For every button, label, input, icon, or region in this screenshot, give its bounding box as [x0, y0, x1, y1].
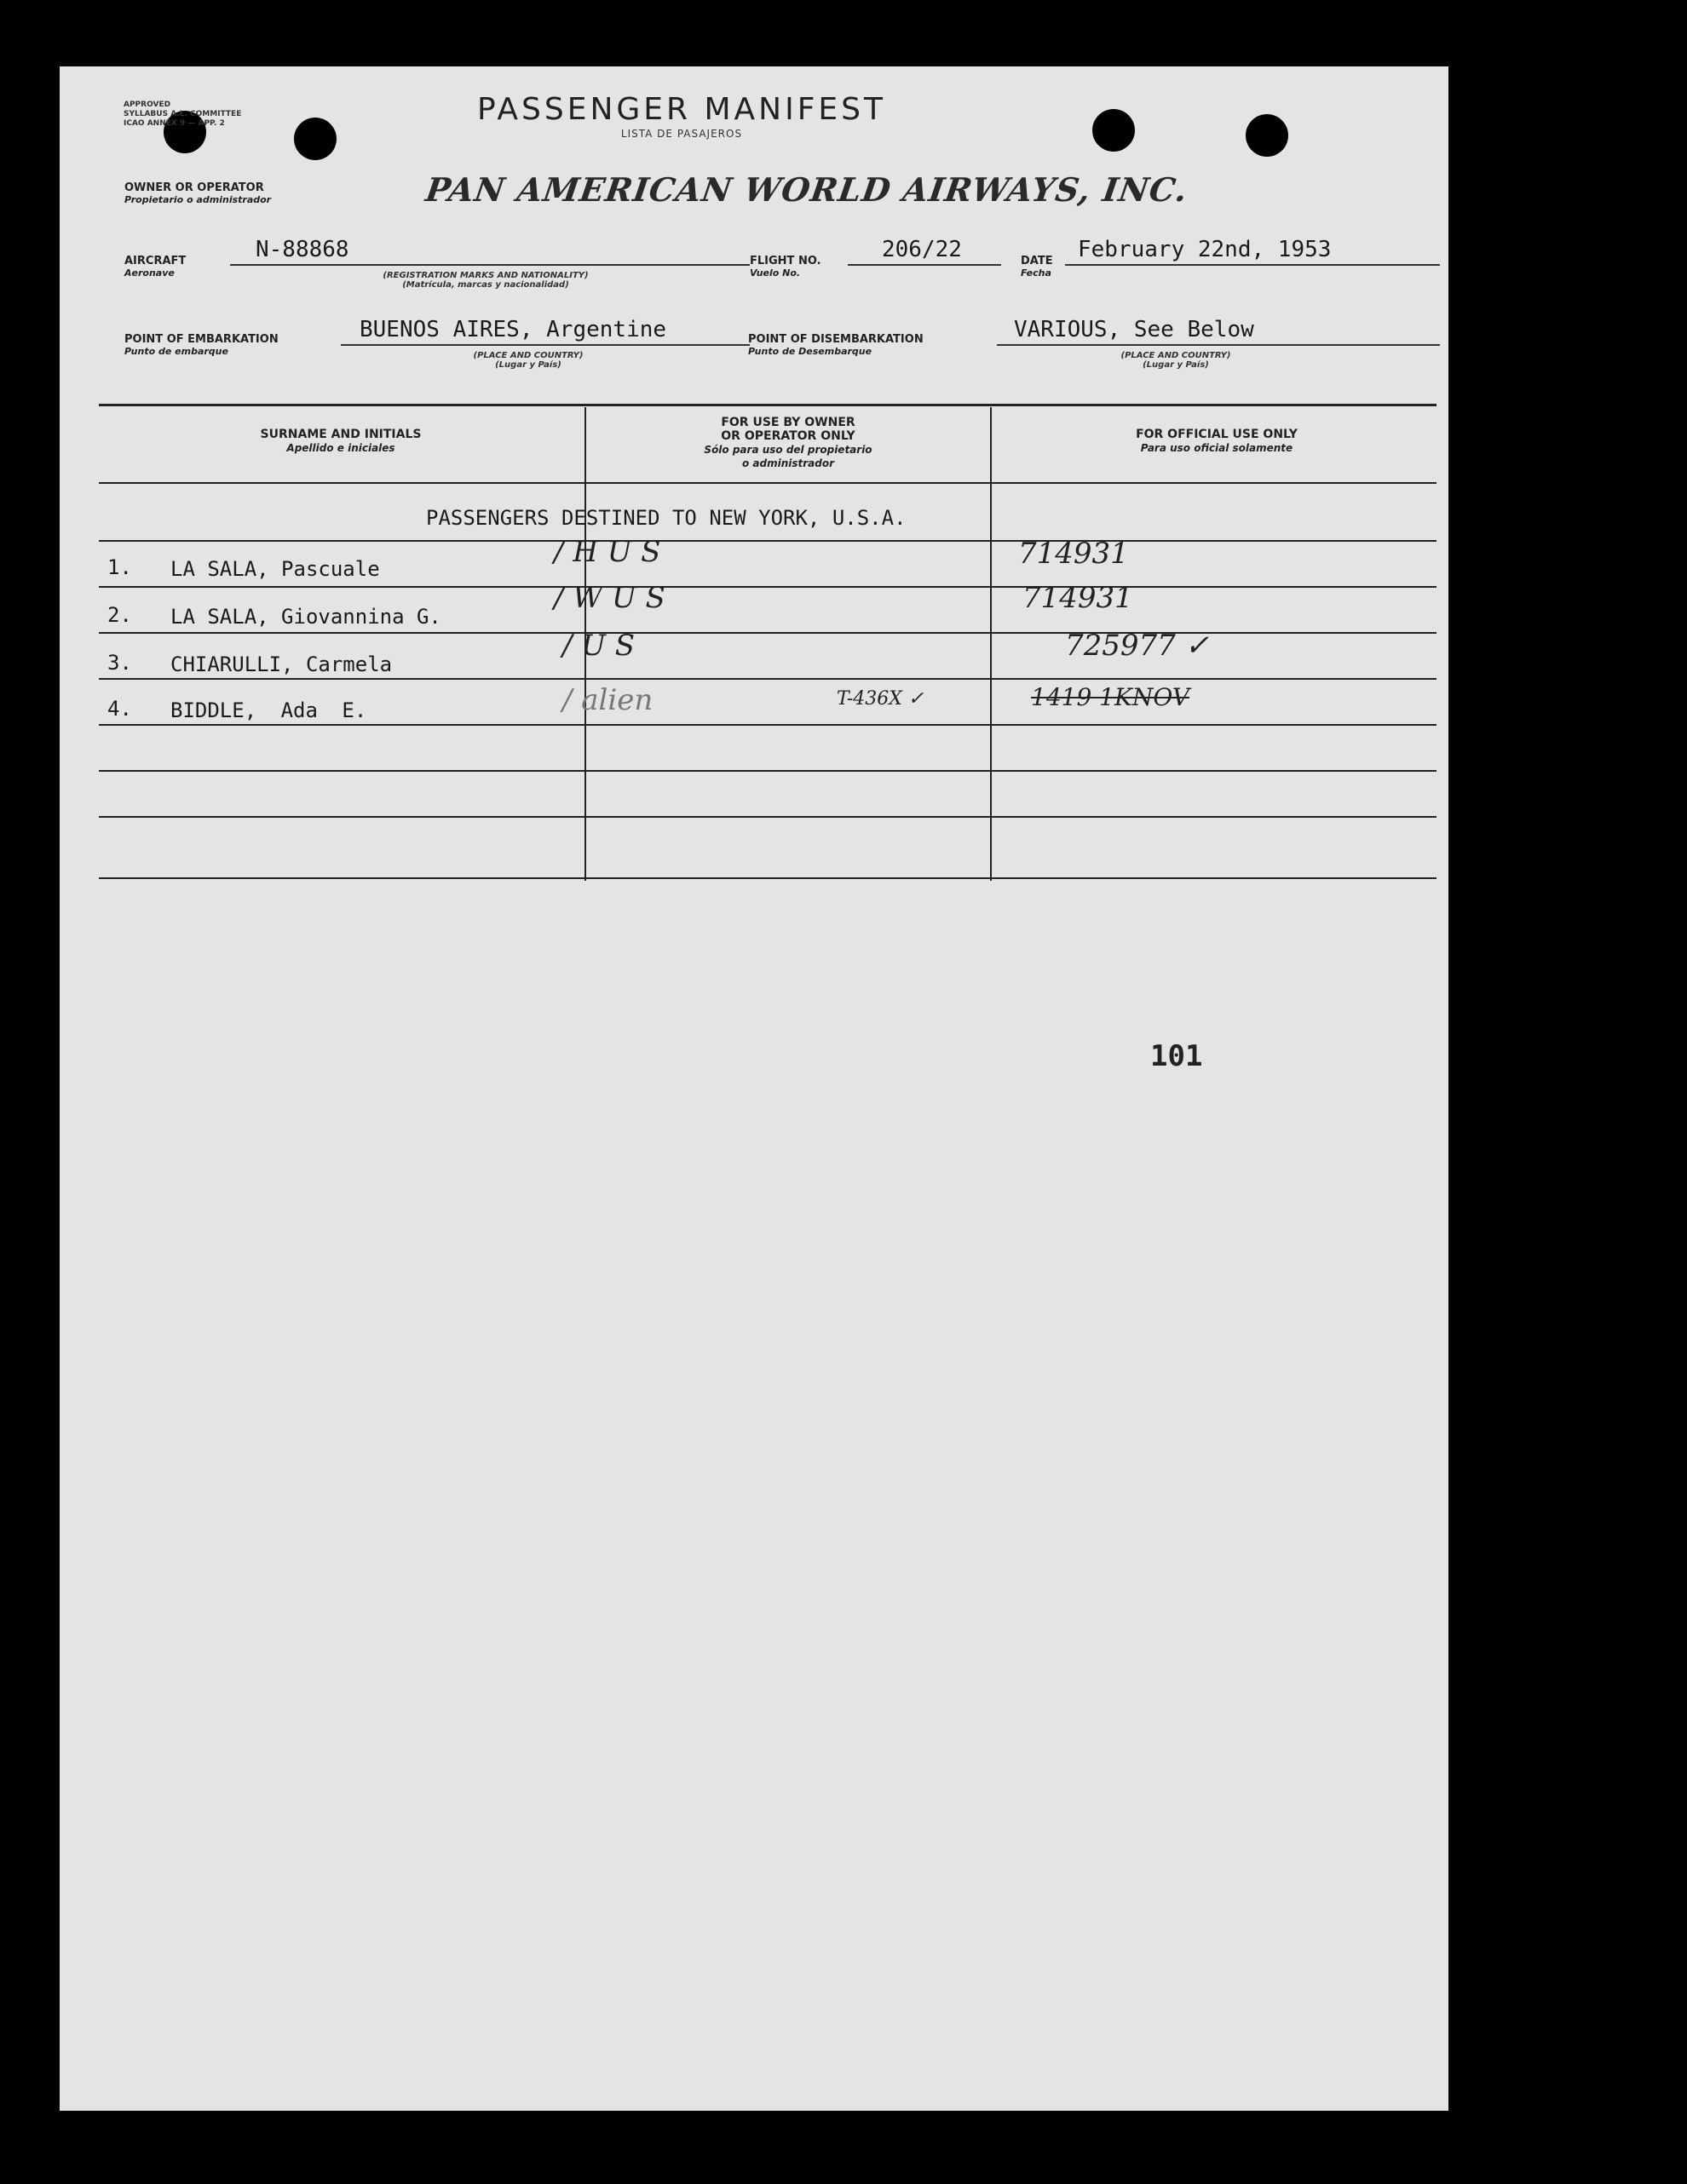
row-number: 2. — [107, 603, 132, 627]
row-rule — [99, 816, 1437, 818]
approved-note — [124, 101, 241, 129]
approved-line: ICAO ANNEX 9 — APP. 2 — [124, 119, 225, 128]
table-top-rule — [99, 404, 1437, 406]
punch-hole — [1092, 109, 1135, 152]
owner-label: OWNER OR OPERATOR Propietario o administrador — [124, 181, 272, 205]
aircraft-caption: (REGISTRATION MARKS AND NATIONALITY) (Matrícula, marcas y nacionalidad) — [383, 271, 589, 290]
punch-hole — [294, 118, 337, 160]
row-rule — [99, 540, 1437, 542]
airline-name: PAN AMERICAN WORLD AIRWAYS, INC. — [423, 170, 1191, 209]
disembarkation-label: POINT OF DISEMBARKATION Punto de Desembarque — [748, 333, 924, 357]
owner-mark: / U S — [562, 629, 636, 663]
form-title-es: LISTA DE PASAJEROS — [620, 128, 743, 140]
punch-hole — [1246, 114, 1288, 157]
date-value: February 22nd, 1953 — [1078, 237, 1332, 262]
table-bottom-rule — [99, 877, 1437, 879]
col-owner-header: FOR USE BY OWNER OR OPERATOR ONLY Sólo para uso del propietario o administrador — [704, 416, 872, 469]
official-number: 714931 — [1022, 581, 1133, 615]
row-rule — [99, 770, 1437, 772]
embarkation-underline — [341, 344, 750, 346]
owner-mark: / W U S — [554, 581, 665, 615]
passenger-name: LA SALA, Pascuale — [170, 557, 380, 581]
row-rule — [99, 586, 1437, 588]
owner-mark: / alien — [562, 683, 653, 717]
embarkation-label: POINT OF EMBARKATION Punto de embarque — [124, 333, 279, 357]
row-rule — [99, 678, 1437, 680]
owner-extra-mark: T-436X ✓ — [837, 688, 924, 710]
aircraft-value: N-88868 — [256, 237, 349, 262]
official-number: 714931 — [1018, 537, 1129, 571]
passenger-name: CHIARULLI, Carmela — [170, 652, 393, 676]
official-number: 1419 1KNOV — [1031, 683, 1190, 711]
date-underline — [1065, 264, 1440, 266]
owner-mark: / H U S — [554, 535, 661, 569]
row-number: 4. — [107, 697, 132, 721]
approved-line: SYLLABUS A.L. COMMITTEE — [124, 110, 242, 118]
official-number: 725977 ✓ — [1065, 629, 1210, 663]
disembarkation-value: VARIOUS, See Below — [1014, 317, 1254, 342]
aircraft-label: AIRCRAFT Aeronave — [124, 255, 187, 279]
flight-label: FLIGHT NO. Vuelo No. — [750, 255, 821, 279]
embarkation-value: BUENOS AIRES, Argentine — [360, 317, 667, 342]
col-official-header: FOR OFFICIAL USE ONLY Para uso oficial solamente — [1136, 428, 1298, 454]
section-heading: PASSENGERS DESTINED TO NEW YORK, U.S.A. — [426, 506, 907, 530]
embarkation-caption: (PLACE AND COUNTRY) (Lugar y País) — [473, 351, 584, 370]
manifest-sheet — [60, 66, 1448, 2111]
disembarkation-caption: (PLACE AND COUNTRY) (Lugar y País) — [1120, 351, 1231, 370]
date-label: DATE Fecha — [1021, 255, 1053, 279]
form-title: PASSENGER MANIFEST — [476, 92, 887, 127]
row-number: 3. — [107, 651, 132, 675]
flight-value: 206/22 — [882, 237, 962, 262]
column-divider — [990, 407, 992, 881]
aircraft-underline — [230, 264, 750, 266]
flight-underline — [848, 264, 1001, 266]
header-bottom-rule — [99, 482, 1437, 484]
row-rule — [99, 724, 1437, 726]
disembarkation-underline — [997, 344, 1440, 346]
row-number: 1. — [107, 555, 132, 579]
row-rule — [99, 632, 1437, 634]
col-surname-header: SURNAME AND INITIALS Apellido e iniciales — [260, 428, 422, 454]
approved-line: APPROVED — [124, 101, 171, 109]
passenger-name: LA SALA, Giovannina G. — [170, 605, 441, 629]
page-number: 101 — [1150, 1039, 1203, 1073]
passenger-name: BIDDLE, Ada E. — [170, 698, 367, 722]
